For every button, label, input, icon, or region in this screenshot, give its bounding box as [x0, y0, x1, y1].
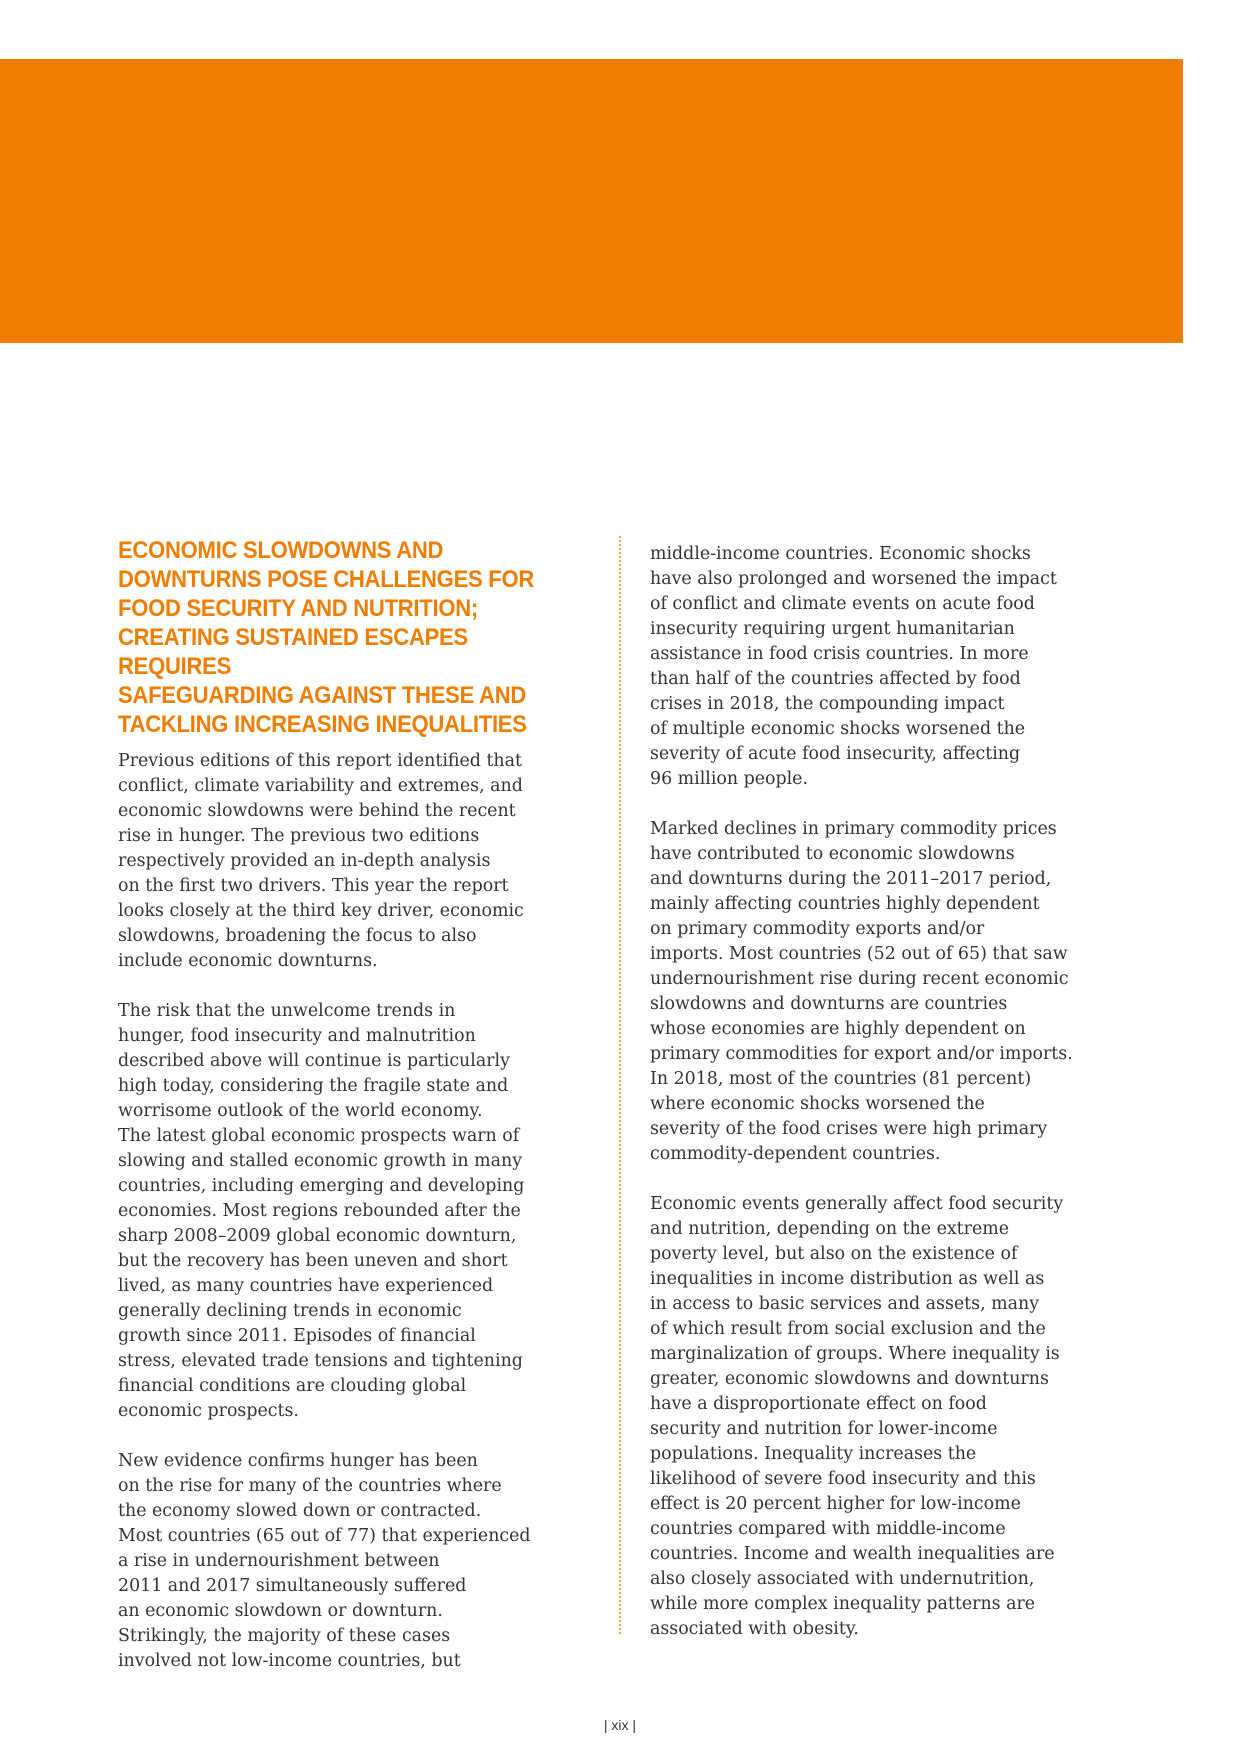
- paragraph: The risk that the unwelcome trends in hunger, food insecurity and malnutrition described above will continue is particularly high today, considering the fragile state and worrisome outlook of the world economy. The latest global economic prospects warn of slowing and stalled economic growth in many countries, including emerging and developing economies. Most regions rebounded after the sharp 2008–2009 global economic downturn, but the recovery has been uneven and short lived, as many countries have experienced generally declining trends in economic growth since 2011. Episodes of financial stress, elevated trade tensions and tightening financial conditions are clouding global economic prospects.: [118, 1001, 525, 1421]
- paragraph: Economic events generally affect food security and nutrition, depending on the extreme poverty level, but also on the existence of inequalities in income distribution as well as in access to basic services and assets, many of which result from social exclusion and the marginalization of groups. Where inequality is greater, economic slowdowns and downturns have a disproportionate effect on food security and nutrition for lower-income populations. Inequality increases the likelihood of severe food insecurity and this effect is 20 percent higher for low-income countries compared with middle-income countries. Income and wealth inequalities are also closely associated with undernutrition, while more complex inequality patterns are associated with obesity.: [650, 1194, 1064, 1639]
- section-heading: ECONOMIC SLOWDOWNS AND DOWNTURNS POSE CHALLENGES FOR FOOD SECURITY AND NUTRITION; CREATING SUSTAINED ESCAPES REQUIRES SAFEGUARDING AGAINST THESE AND TACKLING INCREASING INEQUALITIES: [118, 537, 535, 738]
- page-number: | xix |: [603, 1717, 637, 1733]
- left-column: [118, 536, 588, 1674]
- header-banner: [0, 59, 1183, 343]
- right-column: [650, 536, 1120, 1642]
- paragraph: middle-income countries. Economic shocks have also prolonged and worsened the impact of conflict and climate events on acute food insecurity requiring urgent humanitarian assistance in food crisis countries. In more than half of the countries affected by food crises in 2018, the compounding impact of multiple economic shocks worsened the severity of acute food insecurity, affecting 96 million people.: [650, 544, 1057, 789]
- paragraph: New evidence confirms hunger has been on the rise for many of the countries where the economy slowed down or contracted. Most countries (65 out of 77) that experienced a rise in undernourishment between 2011 and 2017 simultaneously suffered an economic slowdown or downturn. Strikingly, the majority of these cases involved not low-income countries, but: [118, 1451, 531, 1671]
- paragraph: Previous editions of this report identified that conflict, climate variability and extremes, and economic slowdowns were behind the recent rise in hunger. The previous two editions respectively provided an in-depth analysis on the first two drivers. This year the report looks closely at the third key driver, economic slowdowns, broadening the focus to also include economic downturns.: [118, 751, 524, 971]
- column-divider: [619, 536, 621, 1634]
- paragraph: Marked declines in primary commodity prices have contributed to economic slowdowns and downturns during the 2011–2017 period, mainly affecting countries highly dependent on primary commodity exports and/or imports. Most countries (52 out of 65) that saw undernourishment rise during recent economic slowdowns and downturns are countries whose economies are highly dependent on primary commodities for export and/or imports. In 2018, most of the countries (81 percent) where economic shocks worsened the severity of the food crises were high primary commodity-dependent countries.: [650, 819, 1073, 1164]
